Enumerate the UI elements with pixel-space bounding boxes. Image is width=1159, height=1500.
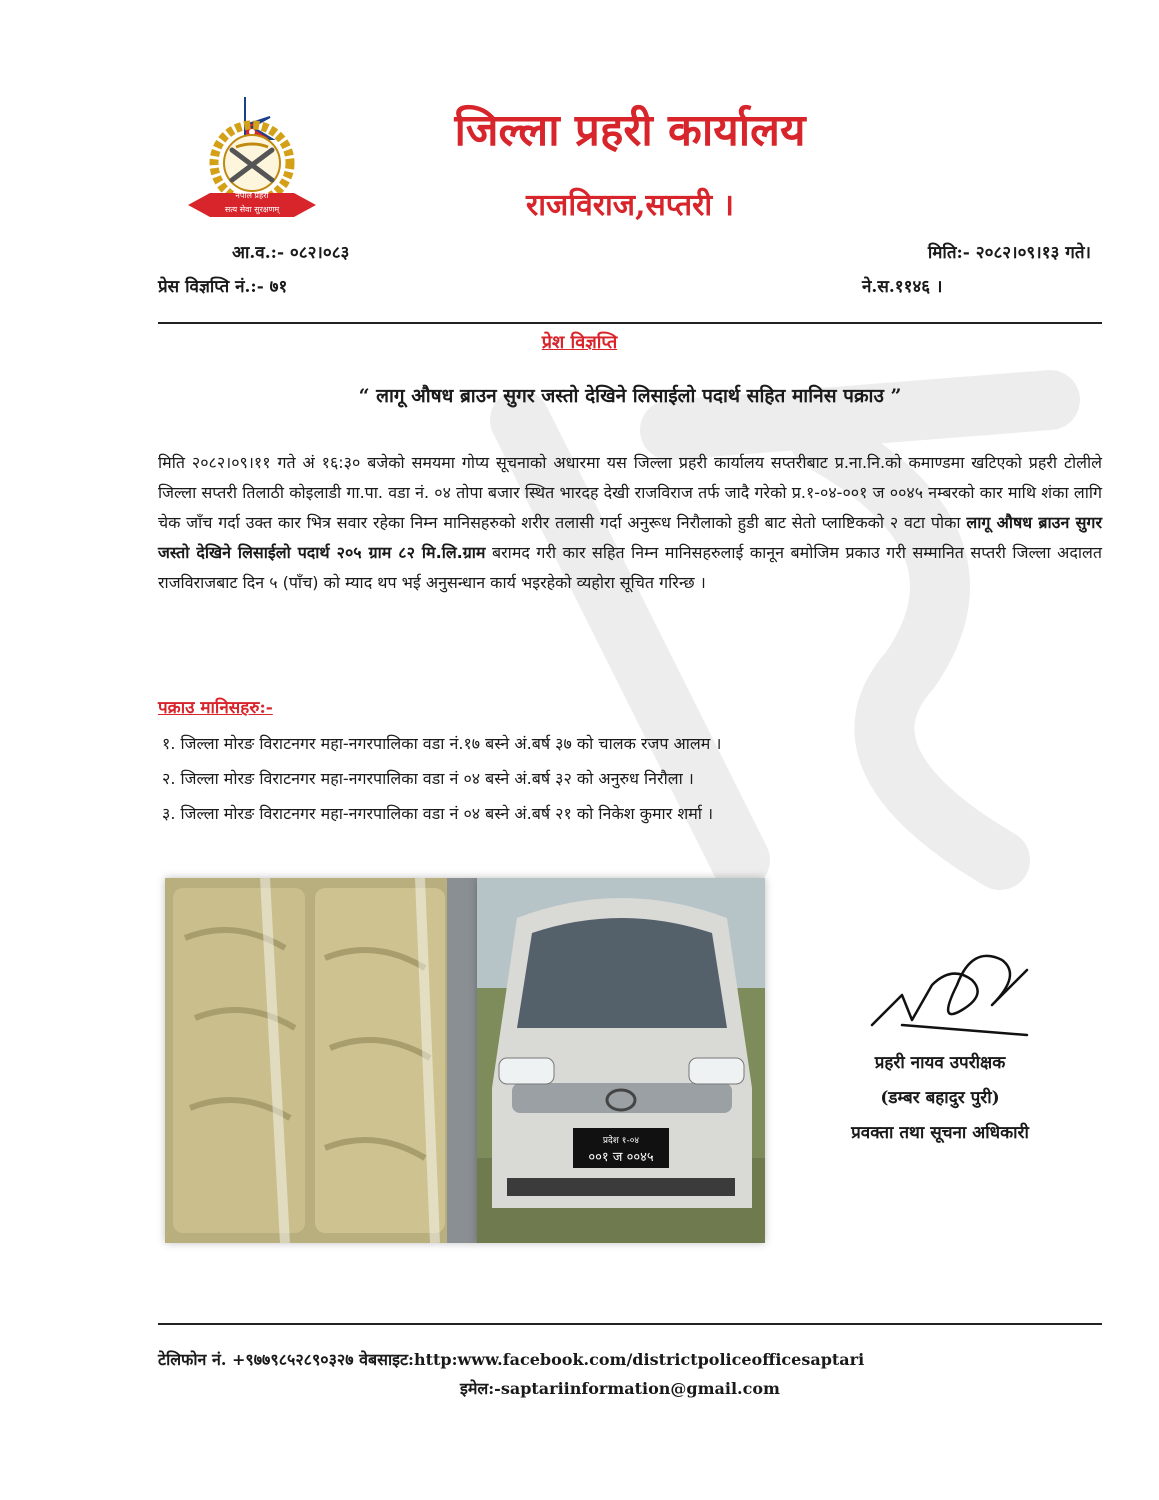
emblem-text-top: नेपाल प्रहरी (235, 191, 269, 200)
bottom-divider (158, 1323, 1102, 1325)
arrested-person-3: ३. जिल्ला मोरङ विराटनगर महा-नगरपालिका वडा नं ०४ बस्ने अं.बर्ष २१ को निकेश कुमार शर्मा । (162, 804, 714, 823)
arrested-person-2: २. जिल्ला मोरङ विराटनगर महा-नगरपालिका वडा नं ०४ बस्ने अं.बर्ष ३२ को अनुरुध निरौला । (162, 769, 694, 788)
arrested-person-1: १. जिल्ला मोरङ विराटनगर महा-नगरपालिका वडा नं.१७ बस्ने अं.बर्ष ३७ को चालक रजप आलम । (162, 734, 722, 753)
seized-substance-photo (165, 878, 477, 1243)
fiscal-year: आ.व.:- ०८२।०८३ (232, 243, 350, 263)
seized-car-photo (477, 878, 765, 1243)
notice-label (0, 330, 1159, 354)
signatory-role: प्रवक्ता तथा सूचना अधिकारी (851, 1123, 1029, 1143)
top-divider (158, 322, 1102, 324)
date: मिति:- २०८२।०९।१३ गते। (927, 243, 1091, 263)
plate-line-2: ००१ ज ००४५ (588, 1150, 654, 1165)
signatory-designation: प्रहरी नायव उपरीक्षक (874, 1053, 1006, 1073)
body-bold-seizure: लागू औषध ब्राउन सुगर जस्तो देखिने लिसाईलो पदार्थ २०५ ग्राम ८२ मि.लि.ग्राम (158, 513, 1102, 562)
press-release-number: प्रेस विज्ञप्ति नं.:- ७१ (158, 277, 288, 297)
plate-line-1: प्रदेश १-०४ (602, 1136, 640, 1146)
signatory-name: (डम्बर बहादुर पुरी) (880, 1088, 1000, 1108)
police-emblem-logo (180, 95, 340, 225)
footer-email: इमेल:-saptariinformation@gmail.com (460, 1379, 780, 1398)
signature (862, 925, 1032, 1045)
body-paragraph (158, 448, 1102, 598)
arrested-title: पक्राउ मानिसहरु:- (158, 698, 273, 718)
office-title: जिल्ला प्रहरी कार्यालय (454, 105, 806, 156)
footer-contact: टेलिफोन नं. +९७७९८५२८९०३२७ वेबसाइट:http:www.facebook.com/districtpoliceofficesaptari (158, 1350, 865, 1369)
nepal-samvat: ने.स.११४६ । (862, 277, 943, 297)
notice-label-text: प्रेश विज्ञप्ति (541, 332, 618, 353)
body-part-1: मिति २०८२।०९।११ गते अं १६:३० बजेको समयमा गोप्य सूचनाको अधारमा यस जिल्ला प्रहरी कार्यालय सप्तरीबाट प्र.ना.नि.को कमाण्डमा खटिएको प्रहरी टोलीले जिल्ला सप्तरी तिलाठी कोइलाडी गा.पा. वडा नं. ०४ तोपा बजार स्थित भारदह देखी राजविराज तर्फ जादै गरेको प्र.१-०४-००१ ज ००४५ नम्बरको कार माथि शंका लागि चेक जाँच गर्दा उक्त कार भित्र सवार रहेका निम्न मानिसहरुको शरीर तलासी गर्दा अनुरूध निरौलाको हुडी बाट सेतो प्लाष्टिकको २ वटा पोका (158, 453, 1102, 532)
headline: “ लागू औषध ब्राउन सुगर जस्तो देखिने लिसाईलो पदार्थ सहित मानिस पक्राउ ” (358, 385, 902, 407)
body-part-2: बरामद गरी कार सहित निम्न मानिसहरुलाई कानून बमोजिम प्रकाउ गरी सम्मानित सप्तरी जिल्ला अदालत राजविराजबाट दिन ५ (पाँच) को म्याद थप भई अनुसन्धान कार्य भइरहेको व्यहोरा सूचित गरिन्छ । (158, 543, 1102, 592)
office-location: राजविराज,सप्तरी । (526, 188, 734, 223)
emblem-text-motto: सत्य सेवा सुरक्षणम् (224, 205, 280, 214)
